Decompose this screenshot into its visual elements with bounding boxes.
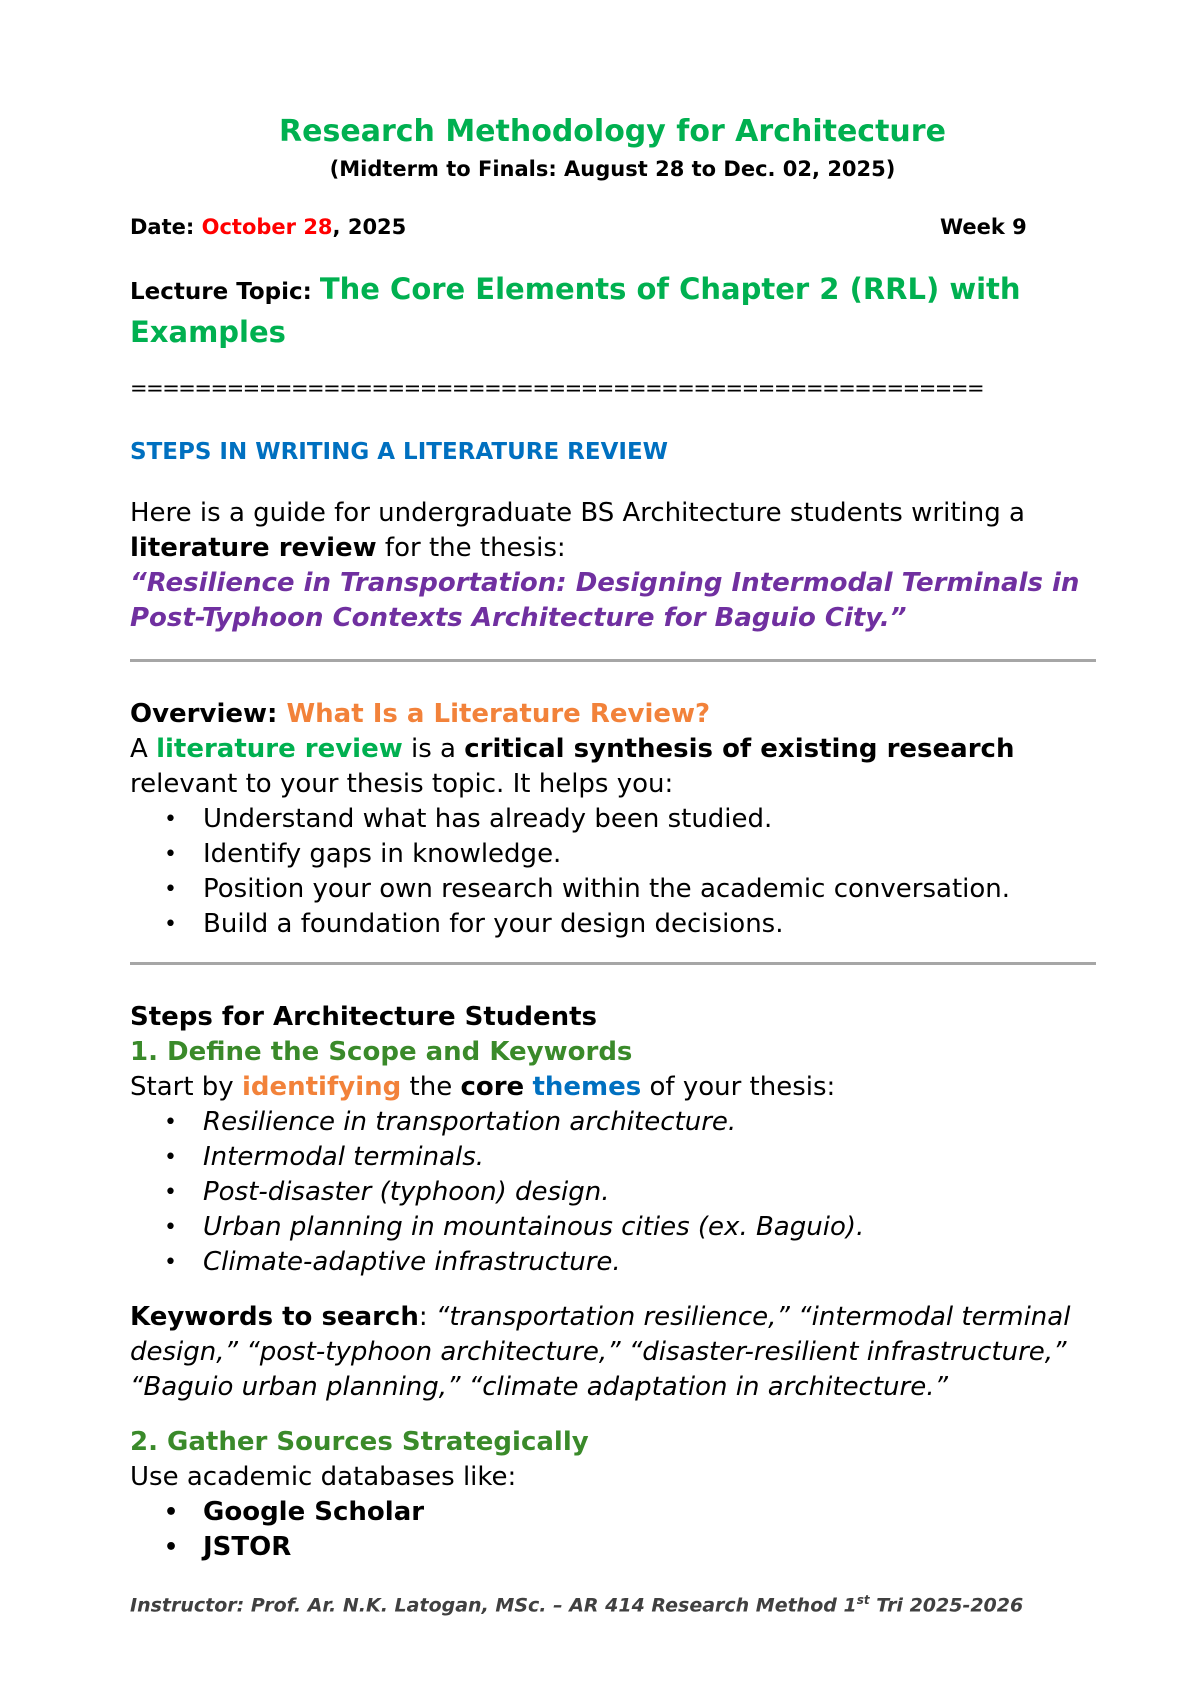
date-year: , 2025 [332, 215, 407, 239]
lecture-topic [130, 269, 1030, 355]
step1-text: Start by [130, 1072, 242, 1102]
overview-paragraph [130, 697, 1110, 802]
list-item-text: Position your own research within the academic conversation. [203, 874, 1011, 904]
overview-term: literature review [156, 734, 403, 764]
list-item: • Post-disaster (typhoon) design. [164, 1177, 610, 1207]
list-item: • Identify gaps in knowledge. [164, 839, 562, 869]
lecture-topic-text: The Core Elements of Chapter 2 (RRL) with Examples [130, 272, 1021, 349]
keywords-label: Keywords to search [130, 1302, 419, 1332]
page-footer [130, 1593, 1023, 1616]
keywords-colon: : [418, 1302, 436, 1332]
step2-title: 2. Gather Sources Strategically [130, 1427, 589, 1457]
horizontal-rule [130, 659, 1096, 662]
thesis-title: “Resilience in Transportation: Designing Intermodal Terminals in Post-Typhoon Contexts Architecture for Baguio City.” [130, 568, 1080, 633]
overview-list [130, 802, 1010, 942]
intro-line: Here is a guide for undergraduate BS Architecture students writing a [130, 498, 1025, 528]
overview-text: A [130, 734, 157, 764]
footer-text: Tri 2025-2026 [869, 1594, 1024, 1617]
section-heading-steps: STEPS IN WRITING A LITERATURE REVIEW [130, 439, 669, 465]
document-title: Research Methodology for Architecture [279, 114, 946, 149]
intro-paragraph [130, 496, 1110, 636]
list-item: • Resilience in transportation architecture. [164, 1107, 737, 1137]
overview-emphasis: critical synthesis of existing research [464, 734, 1015, 764]
list-item: • Urban planning in mountainous cities (ex. Baguio). [164, 1212, 865, 1242]
overview-question: What Is a Literature Review? [286, 699, 711, 729]
steps-block [130, 1000, 1110, 1105]
list-item: • Google Scholar [164, 1497, 425, 1527]
list-item: • Intermodal terminals. [164, 1142, 485, 1172]
step1-emph: identifying [241, 1072, 402, 1102]
equals-divider: ===================================================== [130, 376, 984, 400]
footer-text: Instructor: Prof. Ar. N.K. Latogan, MSc. – AR 414 Research Method 1 [130, 1594, 857, 1617]
footer-sup: st [856, 1593, 870, 1607]
list-item-text: Identify gaps in knowledge. [203, 839, 562, 869]
list-item: • JSTOR [164, 1532, 292, 1562]
intro-rest: for the thesis: [376, 533, 566, 563]
horizontal-rule [130, 962, 1096, 965]
list-item-text: Post-disaster (typhoon) design. [203, 1177, 610, 1207]
list-item-text: Intermodal terminals. [203, 1142, 485, 1172]
list-item-text: Climate-adaptive infrastructure. [203, 1247, 621, 1277]
list-item-text: Google Scholar [203, 1497, 425, 1527]
list-item: • Climate-adaptive infrastructure. [164, 1247, 621, 1277]
overview-text: is a [402, 734, 465, 764]
list-item-text: Resilience in transportation architecture. [203, 1107, 737, 1137]
overview-text: relevant to your thesis topic. It helps you: [130, 769, 674, 799]
step1-text: the [401, 1072, 461, 1102]
step2-intro: Use academic databases like: [130, 1462, 517, 1492]
week-label: Week 9 [940, 215, 1027, 239]
list-item-text: JSTOR [203, 1532, 292, 1562]
steps-heading: Steps for Architecture Students [130, 1002, 597, 1032]
step1-list [130, 1105, 864, 1280]
list-item-text: Build a foundation for your design decisions. [203, 909, 784, 939]
list-item-text: Understand what has already been studied. [203, 804, 773, 834]
date-line [130, 215, 406, 239]
step1-text: of your thesis: [641, 1072, 836, 1102]
list-item: • Build a foundation for your design decisions. [164, 909, 784, 939]
intro-bold: literature review [130, 533, 377, 563]
step2-list [130, 1495, 424, 1565]
list-item: • Understand what has already been studied. [164, 804, 773, 834]
step1-emph: themes [532, 1072, 642, 1102]
step1-title: 1. Define the Scope and Keywords [130, 1037, 633, 1067]
list-item-text: Urban planning in mountainous cities (ex. Baguio). [203, 1212, 865, 1242]
list-item: • Position your own research within the academic conversation. [164, 874, 1011, 904]
step1-emph: core [460, 1072, 525, 1102]
step2-block [130, 1425, 1110, 1495]
overview-label: Overview: [130, 699, 287, 729]
keywords-list: “transportation resilience,” “intermodal terminal design,” “post-typhoon architecture,” “disaster-resilient infrastructure,” “Baguio urban planning,” “climate adaptation in architecture.” [130, 1302, 1071, 1402]
date-value: October 28 [201, 215, 333, 239]
document-subtitle: (Midterm to Finals: August 28 to Dec. 02, 2025) [329, 157, 896, 181]
lecture-label: Lecture Topic: [130, 279, 312, 305]
date-label: Date: [130, 215, 195, 239]
keywords-paragraph [130, 1300, 1110, 1405]
